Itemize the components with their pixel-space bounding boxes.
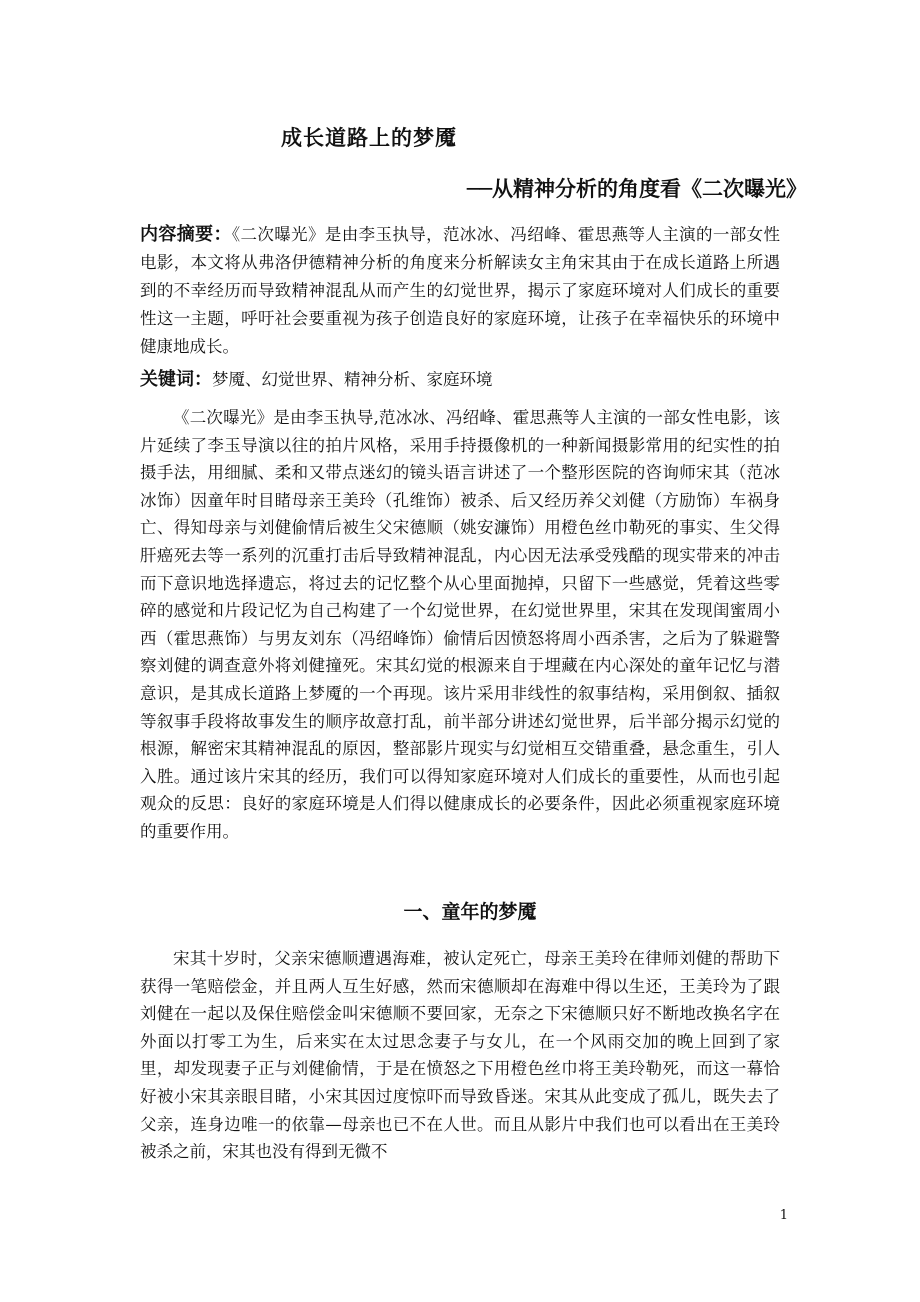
keywords-label: 关键词：	[140, 369, 212, 390]
keywords-text: 梦魇、幻觉世界、精神分析、家庭环境	[212, 370, 493, 389]
document-title: 成长道路上的梦魇	[281, 126, 457, 150]
page-number: 1	[779, 1208, 788, 1223]
section-heading: 一、童年的梦魇	[403, 901, 537, 923]
abstract-text: 《二次曝光》是由李玉执导，范冰冰、冯绍峰、霍思燕等人主演的一部女性电影，本文将从弗洛伊德精神分析的角度来分析解读女主角宋其由于在成长道路上所遇到的不幸经历而导致精神混乱从而产生的幻觉世界，揭示了家庭环境对人们成长的重要性这一主题，呼吁社会要重视为孩子创造良好的家庭环境，让孩子在幸福快乐的环境中健康地成长。	[140, 225, 781, 356]
abstract-label: 内容摘要：	[140, 224, 232, 245]
keywords-line	[140, 366, 780, 394]
section-paragraph: 宋其十岁时，父亲宋德顺遭遇海难，被认定死亡，母亲王美玲在律师刘健的帮助下获得一笔赔偿金，并且两人互生好感，然而宋德顺却在海难中得以生还，王美玲为了跟刘健在一起以及保住赔偿金叫宋德顺不要回家，无奈之下宋德顺只好不断地改换名字在外面以打零工为生，后来实在太过思念妻子与女儿，在一个风雨交加的晚上回到了家里，却发现妻子正与刘健偷情，于是在愤怒之下用橙色丝巾将王美玲勒死，而这一幕恰好被小宋其亲眼目睹，小宋其因过度惊吓而导致昏迷。宋其从此变成了孤儿，既失去了父亲，连身边唯一的依靠—母亲也已不在人世。而且从影片中我们也可以看出在王美玲被杀之前，宋其也没有得到无微不	[140, 949, 780, 1162]
abstract-paragraph	[140, 221, 780, 361]
document-subtitle: ──从精神分析的角度看《二次曝光》	[466, 177, 807, 201]
intro-paragraph: 《二次曝光》是由李玉执导,范冰冰、冯绍峰、霍思燕等人主演的一部女性电影，该片延续了李玉导演以往的拍片风格，采用手持摄像机的一种新闻摄影常用的纪实性的拍摄手法，用细腻、柔和又带点迷幻的镜头语言讲述了一个整形医院的咨询师宋其（范冰冰饰）因童年时目睹母亲王美玲（孔维饰）被杀、后又经历养父刘健（方励饰）车祸身亡、得知母亲与刘健偷情后被生父宋德顺（姚安濂饰）用橙色丝巾勒死的事实、生父得肝癌死去等一系列的沉重打击后导致精神混乱，内心因无法承受残酷的现实带来的冲击而下意识地选择遗忘，将过去的记忆整个从心里面抛掉，只留下一些感觉，凭着这些零碎的感觉和片段记忆为自己构建了一个幻觉世界，在幻觉世界里，宋其在发现闺蜜周小西（霍思燕饰）与男友刘东（冯绍峰饰）偷情后因愤怒将周小西杀害，之后为了躲避警察刘健的调查意外将刘健撞死。宋其幻觉的根源来自于埋藏在内心深处的童年记忆与潜意识，是其成长道路上梦魇的一个再现。该片采用非线性的叙事结构，采用倒叙、插叙等叙事手段将故事发生的顺序故意打乱，前半部分讲述幻觉世界，后半部分揭示幻觉的根源，解密宋其精神混乱的原因，整部影片现实与幻觉相互交错重叠，悬念重生，引人入胜。通过该片宋其的经历，我们可以得知家庭环境对人们成长的重要性，从而也引起观众的反思：良好的家庭环境是人们得以健康成长的必要条件，因此必须重视家庭环境的重要作用。	[140, 408, 780, 841]
